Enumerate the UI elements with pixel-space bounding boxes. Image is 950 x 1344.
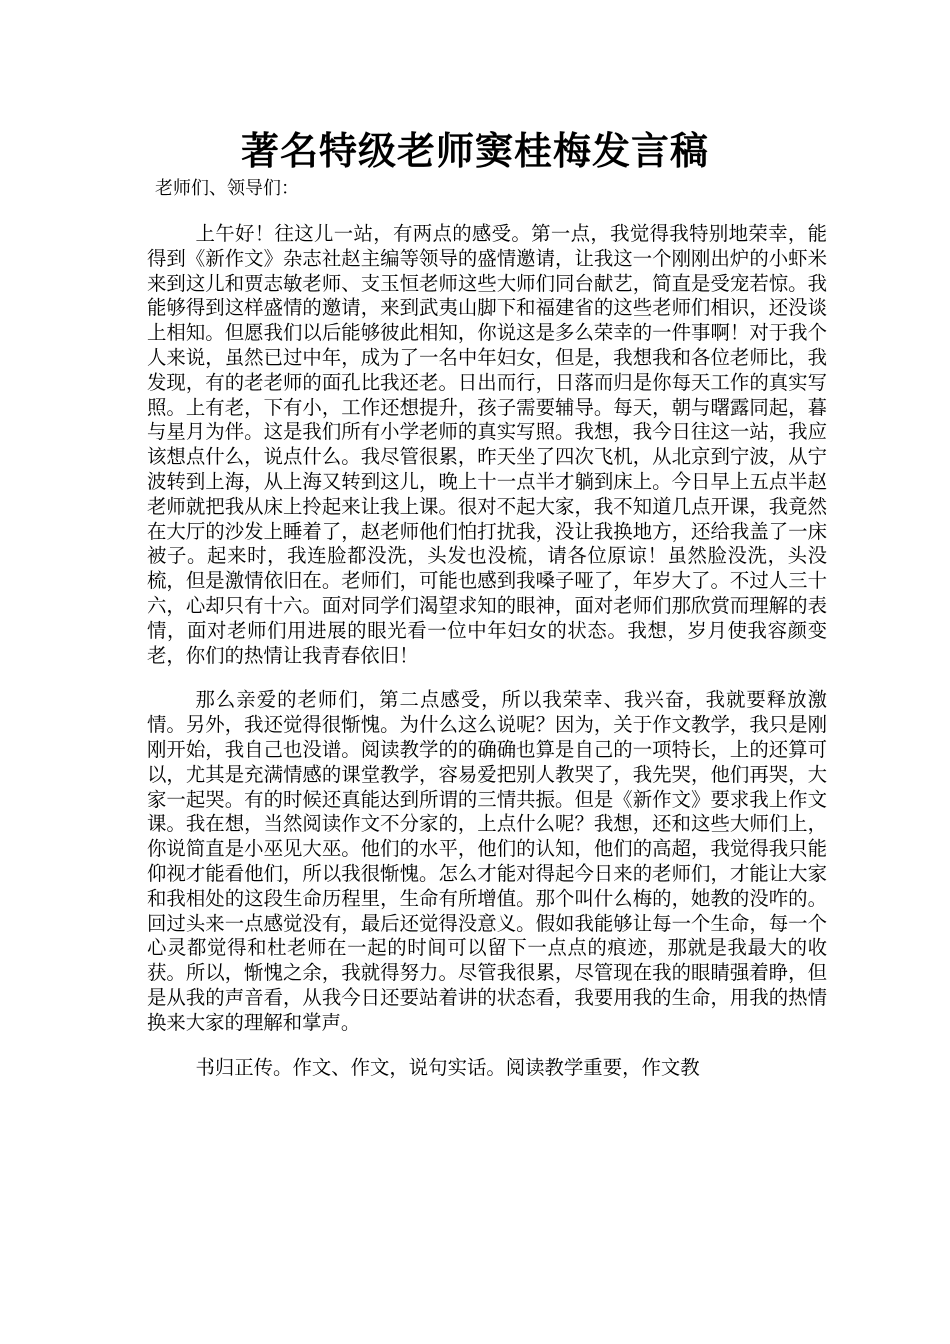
paragraph-1: 上午好！往这儿一站，有两点的感受。第一点，我觉得我特别地荣幸，能得到《新作文》杂志社赵主编等领导的盛情邀请，让我这一个刚刚出炉的小虾米来到这儿和贾志敏老师、支玉恒老师这些大师们同台献艺，简直是受宠若惊。我能够得到这样盛情的邀请，来到武夷山脚下和福建省的这些老师们相识，还没谈上相知。但愿我们以后能够彼此相知，你说这是多么荣幸的一件事啊！对于我个人来说，虽然已过中年，成为了一名中年妇女，但是，我想我和各位老师比，我发现，有的老老师的面孔比我还老。日出而行，日落而归是你每天工作的真实写照。上有老，下有小，工作还想提升，孩子需要辅导。每天，朝与曙露同起，暮与星月为伴。这是我们所有小学老师的真实写照。我想，我今日往这一站，我应该想点什么，说点什么。我尽管很累，昨天坐了四次飞机，从北京到宁波，从宁波转到上海，从上海又转到这儿，晚上十一点半才躺到床上。今日早上五点半赵老师就把我从床上拎起来让我上课。很对不起大家，我不知道几点开课，我竟然在大厅的沙发上睡着了，赵老师他们怕打扰我，没让我换地方，还给我盖了一床被子。起来时，我连脸都没洗，头发也没梳，请各位原谅！虽然脸没洗，头没梳，但是激情依旧在。老师们，可能也感到我嗓子哑了，年岁大了。不过人三十六，心却只有十六。面对同学们渴望求知的眼神，面对老师们那欣赏而理解的表情，面对老师们用进展的眼光看一位中年妇女的状态。我想，岁月使我容颜变老，你们的热情让我青春依旧！ xyxy=(147,222,827,667)
paragraph-3: 书归正传。作文、作文，说句实话。阅读教学重要，作文教 xyxy=(195,1055,700,1079)
paragraph-2: 那么亲爱的老师们，第二点感受，所以我荣幸、我兴奋，我就要释放激情。另外，我还觉得很惭愧。为什么这么说呢？因为，关于作文教学，我只是刚刚开始，我自己也没谱。阅读教学的的确确也算是自己的一项特长，上的还算可以，尤其是充满情感的课堂教学，容易爱把别人教哭了，我先哭，他们再哭，大家一起哭。有的时候还真能达到所谓的三情共振。但是《新作文》要求我上作文课。我在想，当然阅读作文不分家的，上点什么呢？我想，还和这些大师们上，你说简直是小巫见大巫。他们的水平，他们的认知，他们的高超，我觉得我只能仰视才能看他们，所以我很惭愧。怎么才能对得起今日来的老师们，才能让大家和我相处的这段生命历程里，生命有所增值。那个叫什么梅的，她教的没咋的。回过头来一点感觉没有，最后还觉得没意义。假如我能够让每一个生命，每一个心灵都觉得和杜老师在一起的时间可以留下一点点的痕迹，那就是我最大的收获。所以，惭愧之余，我就得努力。尽管我很累，尽管现在我的眼睛强着睁，但是从我的声音看，从我今日还要站着讲的状态看，我要用我的生命，用我的热情换来大家的理解和掌声。 xyxy=(147,688,827,1034)
document-body xyxy=(147,222,827,1100)
document-title: 著名特级老师窦桂梅发言稿 xyxy=(240,129,709,173)
salutation: 老师们、领导们： xyxy=(155,178,299,199)
